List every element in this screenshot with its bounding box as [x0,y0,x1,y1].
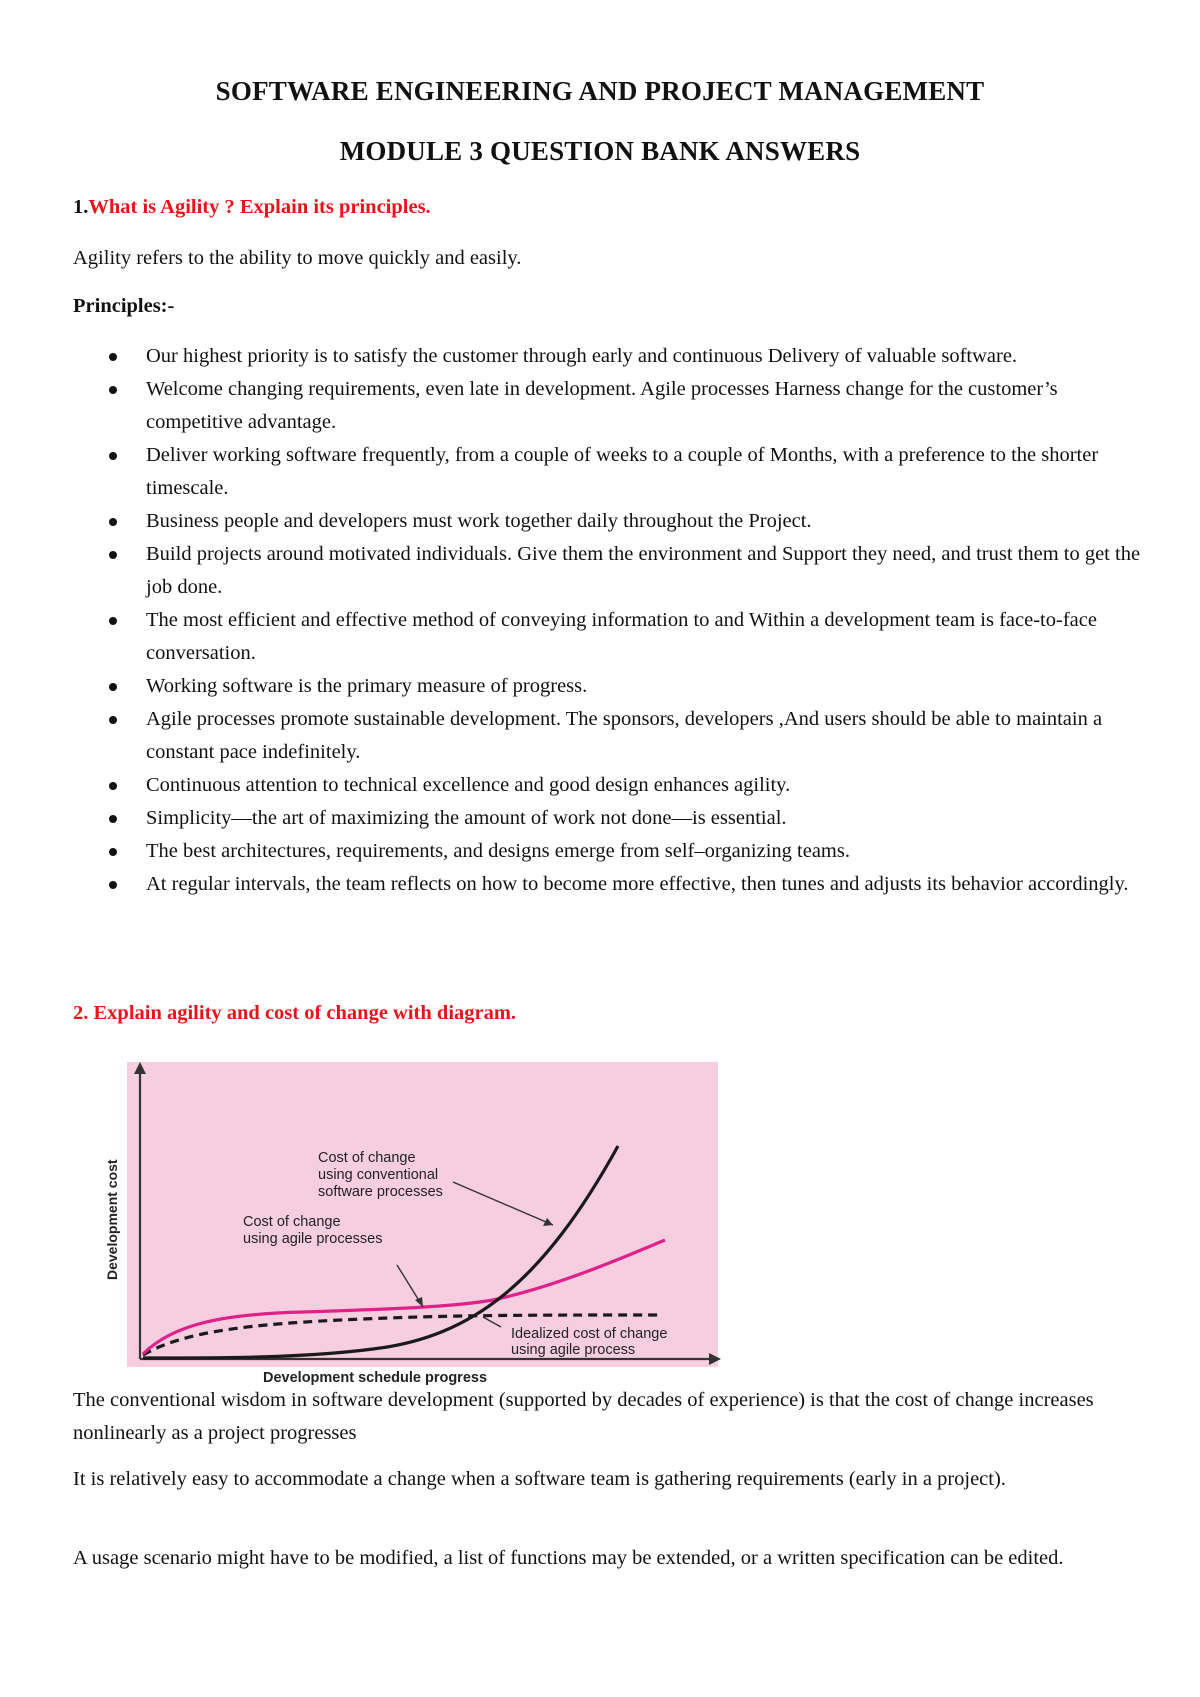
list-item [73,604,1143,670]
conventional-label-3: software processes [318,1184,443,1200]
question-1-number: 1. [73,196,89,218]
document-title: SOFTWARE ENGINEERING AND PROJECT MANAGEMENT [215,76,985,106]
list-item [73,769,1143,802]
bullet-icon [109,617,117,625]
list-item-text: Welcome changing requirements, even late in development. Agile processes Harness change for the customer’s competitive advantage. [146,378,1058,433]
list-item [73,373,1143,439]
question-2-number: 2. [73,1002,89,1024]
agile-label-2: using agile processes [243,1231,383,1247]
list-item-text: Working software is the primary measure of progress. [146,675,588,697]
list-item [73,868,1143,901]
bullet-icon [109,848,117,856]
agility-definition: Agility refers to the ability to move quickly and easily. [73,247,522,269]
ideal-label-1: Idealized cost of change [511,1326,668,1342]
cost-of-change-diagram [73,1062,723,1386]
list-item [73,439,1143,505]
list-item-text: The most efficient and effective method of conveying information to and Within a development team is face-to-face conversation. [146,609,1097,664]
question-2-text: Explain agility and cost of change with diagram. [88,1002,517,1024]
bullet-icon [109,716,117,724]
paragraph-usage-scenario: A usage scenario might have to be modified, a list of functions may be extended, or a written specification can be edited. [73,1547,1064,1569]
list-item [73,802,1143,835]
list-item-text: Simplicity—the art of maximizing the amount of work not done—is essential. [146,807,787,829]
paragraph-cost-of-change: The conventional wisdom in software development (supported by decades of experience) is that the cost of change increases nonlinearly as a project progresses [73,1389,1094,1444]
conventional-label-1: Cost of change [318,1150,416,1166]
list-item [73,505,1143,538]
principles-heading: Principles:- [73,295,175,317]
list-item [73,538,1143,604]
question-1-heading [73,196,431,219]
list-item-text: Deliver working software frequently, from a couple of weeks to a couple of Months, with a preference to the shorter timescale. [146,444,1099,499]
list-item-text: Our highest priority is to satisfy the customer through early and continuous Delivery of valuable software. [146,345,1018,367]
list-item [73,835,1143,868]
list-item-text: Build projects around motivated individuals. Give them the environment and Support they need, and trust them to get the job done. [146,543,1141,598]
document-subtitle: MODULE 3 QUESTION BANK ANSWERS [339,136,861,166]
paragraph-easy-change: It is relatively easy to accommodate a change when a software team is gathering requirements (early in a project). [73,1468,1006,1490]
x-axis-label: Development schedule progress [263,1370,488,1386]
bullet-icon [109,551,117,559]
agile-label-1: Cost of change [243,1214,341,1230]
y-axis-label: Development cost [104,1159,120,1280]
bullet-icon [109,881,117,889]
bullet-icon [109,815,117,823]
list-item-text: Business people and developers must work together daily throughout the Project. [146,510,812,532]
list-item-text: Continuous attention to technical excellence and good design enhances agility. [146,774,791,796]
bullet-icon [109,452,117,460]
question-2-heading [73,1002,516,1025]
conventional-label-2: using conventional [318,1167,439,1183]
question-1-text: What is Agility ? Explain its principles. [88,196,431,218]
bullet-icon [109,353,117,361]
list-item [73,340,1143,373]
bullet-icon [109,782,117,790]
bullet-icon [109,683,117,691]
list-item-text: At regular intervals, the team reflects on how to become more effective, then tunes and adjusts its behavior accordingly. [146,873,1129,895]
list-item-text: Agile processes promote sustainable development. The sponsors, developers ,And users should be able to maintain a constant pace indefinitely. [146,708,1103,763]
principles-list [73,340,1143,901]
bullet-icon [109,386,117,394]
list-item [73,670,1143,703]
list-item [73,703,1143,769]
ideal-label-2: using agile process [511,1342,636,1358]
bullet-icon [109,518,117,526]
list-item-text: The best architectures, requirements, and designs emerge from self–organizing teams. [146,840,850,862]
